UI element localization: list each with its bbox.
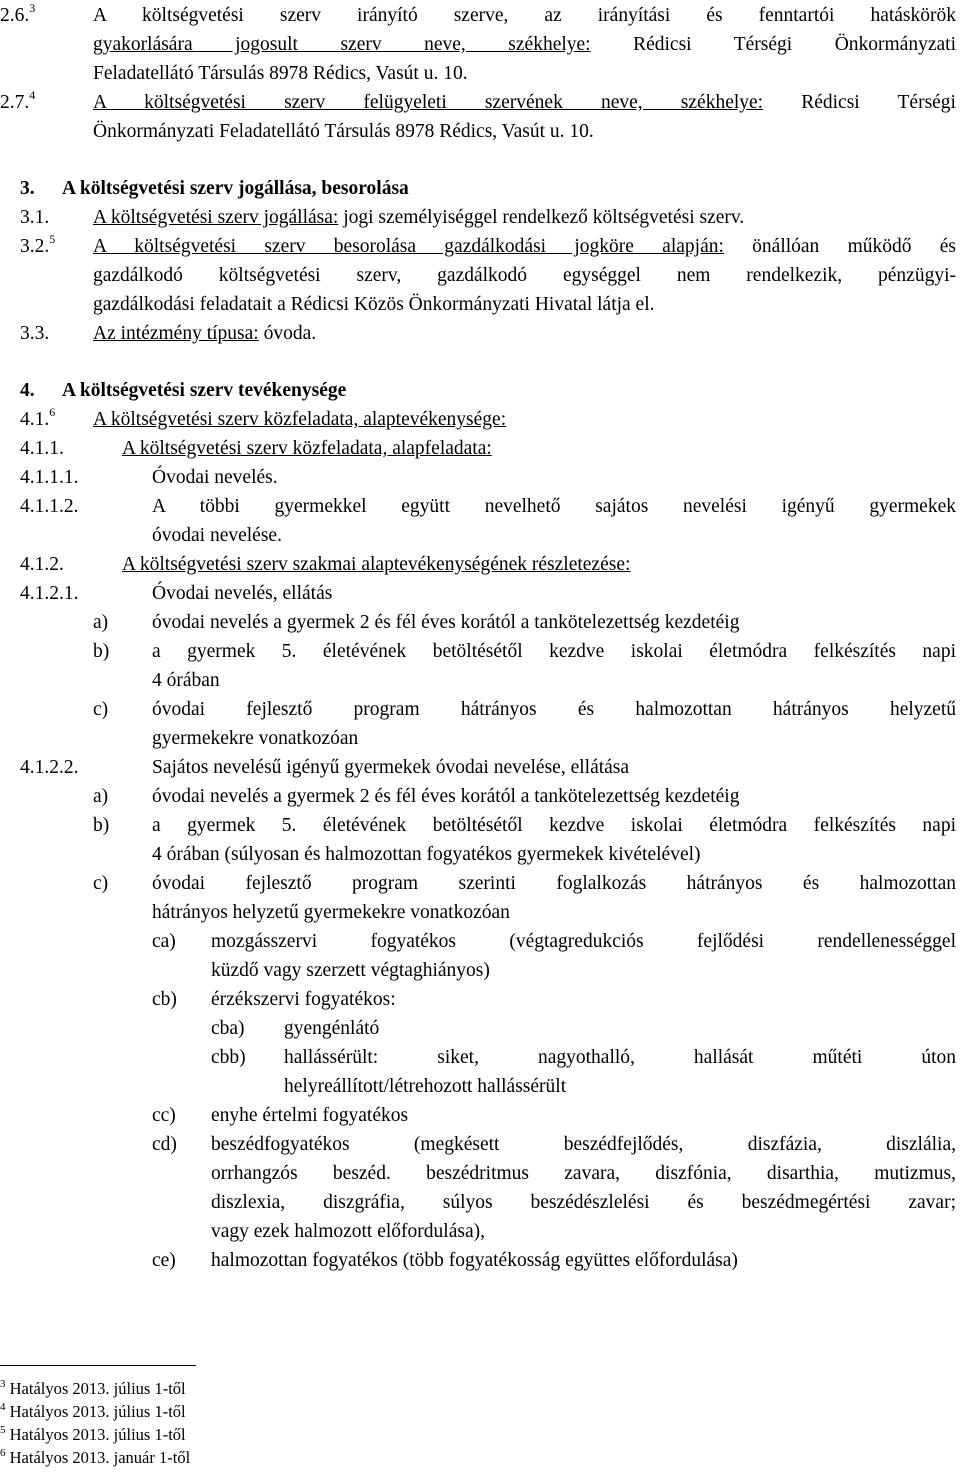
- section-3-2-line-1: A költségvetési szerv besorolása gazdálkodási jogköre alapján: önállóan működő és: [93, 236, 956, 257]
- section-2-7-line-1: A költségvetési szerv felügyeleti szervének neve, székhelye: Rédicsi Térségi: [93, 92, 956, 113]
- section-4-1-1-2-line-1: A többi gyermekkel együtt nevelhető sajátos nevelési igényű gyermekek: [152, 496, 956, 517]
- list-item-text: hátrányos helyzetű gyermekekre vonatkozóan: [152, 902, 510, 923]
- section-4-1-number: 4.1.$^6$: [20, 405, 56, 430]
- section-4-1-1-2-line-2: óvodai nevelése.: [152, 525, 282, 546]
- list-item-text: óvodai nevelés a gyermek 2 és fél éves korától a tankötelezettség kezdetéig: [152, 786, 740, 807]
- footnote-ref-4: 4: [29, 88, 36, 102]
- section-4-1-2-1-text: Óvodai nevelés, ellátás: [152, 583, 333, 604]
- list-item-text: a gyermek 5. életévének betöltésétől kezdve iskolai életmódra felkészítés napi: [152, 641, 956, 662]
- list-item-text: orrhangzós beszéd. beszédritmus zavara, diszfónia, disarthia, mutizmus,: [211, 1163, 956, 1184]
- section-4-1-1-1-number: 4.1.1.1.: [20, 467, 79, 488]
- list-item-text: a gyermek 5. életévének betöltésétől kezdve iskolai életmódra felkészítés napi: [152, 815, 956, 836]
- list-item-label: cd): [152, 1134, 177, 1155]
- section-2-7-number: 2.7.$^4$: [0, 88, 36, 113]
- list-item-label: c): [93, 699, 109, 720]
- footnote-ref-6: 6: [49, 405, 56, 419]
- section-2-6-line-2: gyakorlására jogosult szerv neve, székhelye: Rédicsi Térségi Önkormányzati: [93, 34, 957, 55]
- section-3-1-text: A költségvetési szerv jogállása: jogi személyiséggel rendelkező költségvetési szerv.: [93, 207, 745, 228]
- list-item-label: ce): [152, 1250, 176, 1271]
- footnote-separator: [0, 1365, 196, 1366]
- section-3-2-line-3: gazdálkodási feladatait a Rédicsi Közös Önkormányzati Hivatal látja el.: [93, 294, 655, 315]
- section-2-6-line-1: A költségvetési szerv irányító szerve, az irányítási és fenntartói hatáskörök: [93, 5, 956, 26]
- section-2-6-line-3: Feladatellátó Társulás 8978 Rédics, Vasút u. 10.: [93, 63, 468, 84]
- section-3-heading: A költségvetési szerv jogállása, besorolása: [62, 178, 409, 199]
- section-3-number: 3.: [20, 178, 35, 199]
- list-item-text: érzékszervi fogyatékos:: [211, 989, 396, 1010]
- footnote: $^5$ Hatályos 2013. július 1-től: [0, 1424, 186, 1444]
- list-item-label: cbb): [211, 1047, 246, 1068]
- list-item-label: b): [93, 641, 110, 662]
- list-item-label: cb): [152, 989, 177, 1010]
- list-item-text: gyengénlátó: [284, 1018, 380, 1039]
- footnote-ref-3: 3: [29, 1, 36, 15]
- section-4-number: 4.: [20, 380, 35, 401]
- list-item-text: helyreállított/létrehozott hallássérült: [284, 1076, 567, 1097]
- list-item-label: cc): [152, 1105, 176, 1126]
- list-item-text: halmozottan fogyatékos (több fogyatékosság együttes előfordulása): [211, 1250, 738, 1271]
- list-item-text: óvodai nevelés a gyermek 2 és fél éves korától a tankötelezettség kezdetéig: [152, 612, 740, 633]
- section-4-1-1-number: 4.1.1.: [20, 438, 64, 459]
- list-item-text: óvodai fejlesztő program szerinti foglalkozás hátrányos és halmozottan: [152, 873, 956, 894]
- section-4-1-2-2-text: Sajátos nevelésű igényű gyermekek óvodai nevelése, ellátása: [152, 757, 630, 778]
- section-4-1-1-label: A költségvetési szerv közfeladata, alapfeladata:: [122, 438, 492, 459]
- list-item-label: a): [93, 786, 109, 807]
- section-4-1-2-2-number: 4.1.2.2.: [20, 757, 79, 778]
- list-item-text: mozgásszervi fogyatékos (végtagredukciós fejlődési rendellenességgel: [211, 931, 956, 952]
- list-item-label: a): [93, 612, 109, 633]
- footnote: $^3$ Hatályos 2013. július 1-től: [0, 1378, 186, 1398]
- section-3-3-number: 3.3.: [20, 323, 50, 344]
- footnote-ref-5: 5: [49, 232, 56, 246]
- list-item-text: 4 órában (súlyosan és halmozottan fogyatékos gyermekek kivételével): [152, 844, 701, 865]
- list-item-text: beszédfogyatékos (megkésett beszédfejlődés, diszfázia, diszlália,: [211, 1134, 956, 1155]
- section-4-1-2-label: A költségvetési szerv szakmai alaptevékenységének részletezése:: [122, 554, 631, 575]
- list-item-text: küzdő vagy szerzett végtaghiányos): [211, 960, 490, 981]
- section-4-1-2-number: 4.1.2.: [20, 554, 64, 575]
- section-4-1-2-1-number: 4.1.2.1.: [20, 583, 79, 604]
- list-item-text: vagy ezek halmozott előfordulása),: [211, 1221, 485, 1242]
- list-item-label: c): [93, 873, 109, 894]
- list-item-text: hallássérült: siket, nagyothalló, hallását műtéti úton: [284, 1047, 956, 1068]
- section-4-1-1-2-number: 4.1.1.2.: [20, 496, 79, 517]
- list-item-text: 4 órában: [152, 670, 220, 691]
- list-item-label: ca): [152, 931, 176, 952]
- list-item-label: cba): [211, 1018, 245, 1039]
- section-4-1-1-1-text: Óvodai nevelés.: [152, 467, 278, 488]
- section-4-heading: A költségvetési szerv tevékenysége: [62, 380, 347, 401]
- list-item-text: enyhe értelmi fogyatékos: [211, 1105, 409, 1126]
- section-3-2-line-2: gazdálkodó költségvetési szerv, gazdálkodó egységgel nem rendelkezik, pénzügyi-: [93, 265, 956, 286]
- section-3-2-number: 3.2.$^5$: [20, 232, 56, 257]
- section-4-1-label: A költségvetési szerv közfeladata, alaptevékenysége:: [93, 409, 507, 430]
- list-item-text: gyermekekre vonatkozóan: [152, 728, 359, 749]
- list-item-text: óvodai fejlesztő program hátrányos és halmozottan hátrányos helyzetű: [152, 699, 956, 720]
- section-3-3-text: Az intézmény típusa: óvoda.: [93, 323, 317, 344]
- section-2-7-line-2: Önkormányzati Feladatellátó Társulás 8978 Rédics, Vasút u. 10.: [93, 121, 594, 142]
- footnote: $^4$ Hatályos 2013. július 1-től: [0, 1401, 186, 1421]
- list-item-text: diszlexia, diszgráfia, súlyos beszédészlelési és beszédmegértési zavar;: [211, 1192, 956, 1213]
- list-item-label: b): [93, 815, 110, 836]
- footnote: $^6$ Hatályos 2013. január 1-től: [0, 1447, 191, 1467]
- section-3-1-number: 3.1.: [20, 207, 50, 228]
- section-2-6-number: 2.6.$^3$: [0, 1, 36, 26]
